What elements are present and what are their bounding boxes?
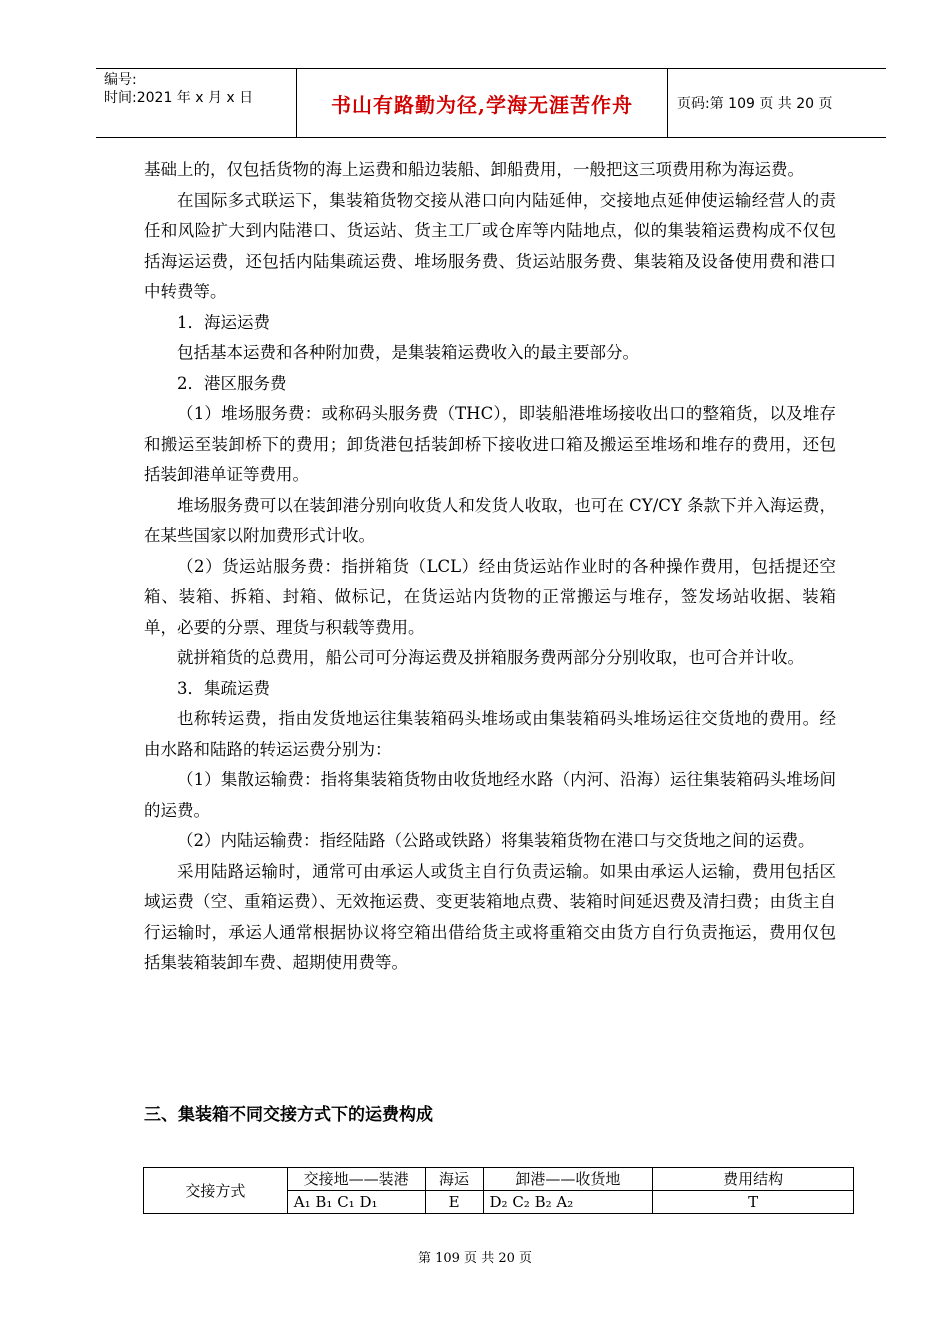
body-paragraph: 在国际多式联运下，集装箱货物交接从港口向内陆延伸，交接地点延伸使运输经营人的责任和风险扩大到内陆港口、货运站、货主工厂或仓库等内陆地点，似的集装箱运费构成不仅包括海运运费，还包括内陆集疏运费、堆场服务费、货运站服务费、集装箱及设备使用费和港口中转费等。 bbox=[144, 190, 836, 301]
table-cell: A₁ B₁ C₁ D₁ bbox=[287, 1191, 425, 1214]
fee-structure-table bbox=[143, 1167, 854, 1214]
body-paragraph: （2）内陆运输费：指经陆路（公路或铁路）将集装箱货物在港口与交货地之间的运费。 bbox=[177, 831, 815, 850]
body-paragraph: 1．海运运费 bbox=[177, 312, 270, 332]
table-row-header: 交接方式 bbox=[144, 1168, 288, 1214]
body-paragraph: （1）集散运输费：指将集装箱货物由收货地经水路（内河、沿海）运往集装箱码头堆场间的运费。 bbox=[144, 770, 836, 820]
table-col-header: 海运 bbox=[425, 1168, 483, 1191]
body-paragraph: 就拼箱货的总费用，船公司可分海运费及拼箱服务费两部分分别收取，也可合并计收。 bbox=[177, 648, 804, 667]
body-paragraph: 采用陆路运输时，通常可由承运人或货主自行负责运输。如果由承运人运输，费用包括区域运费（空、重箱运费）、无效拖运费、变更装箱地点费、装箱时间延迟费及清扫费；由货主自行运输时，承运人通常根据协议将空箱出借给货主或将重箱交由货方自行负责拖运，费用仅包括集装箱装卸车费、超期使用费等。 bbox=[144, 861, 836, 972]
body-paragraph: 2．港区服务费 bbox=[177, 373, 287, 393]
body-paragraph: 基础上的，仅包括货物的海上运费和船边装船、卸船费用，一般把这三项费用称为海运费。 bbox=[144, 160, 804, 179]
body-paragraph: 包括基本运费和各种附加费，是集装箱运费收入的最主要部分。 bbox=[177, 343, 639, 362]
section-title: 三、集装箱不同交接方式下的运费构成 bbox=[144, 1105, 433, 1125]
table-header-row bbox=[144, 1168, 854, 1191]
page-header bbox=[96, 68, 886, 138]
table-cell: E bbox=[425, 1191, 483, 1214]
body-paragraph: 也称转运费，指由发货地运往集装箱码头堆场或由集装箱码头堆场运往交货地的费用。经由水路和陆路的转运运费分别为： bbox=[144, 709, 836, 759]
document-body bbox=[144, 155, 836, 979]
table-col-header: 卸港——收货地 bbox=[483, 1168, 653, 1191]
page-footer: 第 109 页 共 20 页 bbox=[417, 1251, 533, 1266]
doc-number-label: 编号: bbox=[104, 72, 137, 88]
table-col-header: 交接地——装港 bbox=[287, 1168, 425, 1191]
header-motto: 书山有路勤为径,学海无涯苦作舟 bbox=[296, 69, 668, 137]
table-col-header: 费用结构 bbox=[653, 1168, 854, 1191]
table-cell: T bbox=[653, 1191, 854, 1214]
doc-time-label: 时间:2021 年 x 月 x 日 bbox=[104, 90, 254, 106]
header-page-info: 页码:第 109 页 共 20 页 bbox=[677, 96, 833, 112]
body-paragraph: （1）堆场服务费：或称码头服务费（THC），即装船港堆场接收出口的整箱货，以及堆存和搬运至装卸桥下的费用；卸货港包括装卸桥下接收进口箱及搬运至堆场和堆存的费用，还包括装卸港单证等费用。 bbox=[144, 404, 836, 484]
body-paragraph: （2）货运站服务费：指拼箱货（LCL）经由货运站作业时的各种操作费用，包括提还空箱、装箱、拆箱、封箱、做标记，在货运站内货物的正常搬运与堆存，签发场站收据、装箱单，必要的分票、理货与积载等费用。 bbox=[144, 556, 836, 637]
body-paragraph: 3．集疏运费 bbox=[177, 678, 270, 698]
table-cell: D₂ C₂ B₂ A₂ bbox=[483, 1191, 653, 1214]
body-paragraph: 堆场服务费可以在装卸港分别向收货人和发货人收取，也可在 CY/CY 条款下并入海运费，在某些国家以附加费形式计收。 bbox=[144, 495, 836, 545]
header-meta bbox=[96, 69, 296, 137]
